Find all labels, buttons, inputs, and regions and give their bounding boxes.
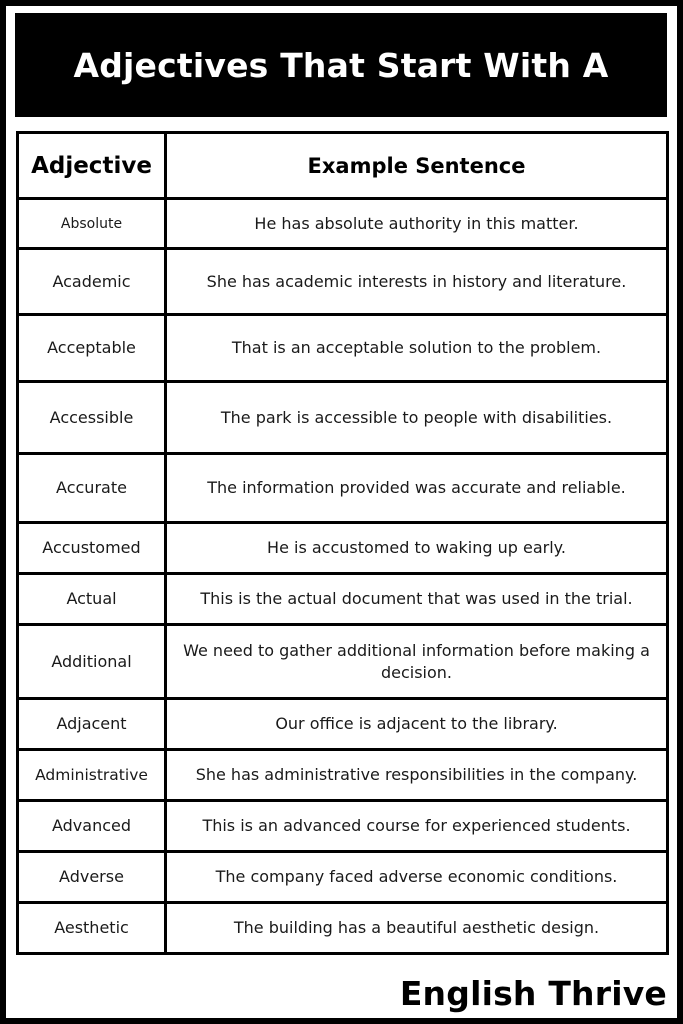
sentence-cell: She has academic interests in history and literature.	[166, 249, 668, 315]
adjective-cell: Accustomed	[18, 523, 166, 574]
page-title: Adjectives That Start With A	[73, 45, 609, 85]
table-row	[18, 625, 668, 699]
adjective-cell: Advanced	[18, 801, 166, 852]
sentence-cell: We need to gather additional information before making a decision.	[166, 625, 668, 699]
sentence-cell: He is accustomed to waking up early.	[166, 523, 668, 574]
table-row	[18, 454, 668, 523]
page-frame	[6, 6, 677, 1018]
table-row	[18, 801, 668, 852]
sentence-cell: He has absolute authority in this matter.	[166, 199, 668, 249]
column-header-example-sentence: Example Sentence	[166, 133, 668, 199]
adjective-cell: Actual	[18, 574, 166, 625]
title-banner	[15, 13, 667, 117]
brand-footer: English Thrive	[399, 974, 667, 1013]
table-row	[18, 852, 668, 903]
sentence-cell: The park is accessible to people with disabilities.	[166, 382, 668, 454]
table-row	[18, 315, 668, 382]
adjective-cell: Accurate	[18, 454, 166, 523]
sentence-cell: Our office is adjacent to the library.	[166, 699, 668, 750]
sentence-cell: That is an acceptable solution to the problem.	[166, 315, 668, 382]
table-row	[18, 249, 668, 315]
table-row	[18, 574, 668, 625]
table-header-row	[18, 133, 668, 199]
adjective-cell: Administrative	[18, 750, 166, 801]
adjective-cell: Acceptable	[18, 315, 166, 382]
adjective-cell: Aesthetic	[18, 903, 166, 954]
sentence-cell: The company faced adverse economic conditions.	[166, 852, 668, 903]
table-row	[18, 382, 668, 454]
adjective-cell: Absolute	[18, 199, 166, 249]
table-row	[18, 199, 668, 249]
adjective-cell: Academic	[18, 249, 166, 315]
adjective-cell: Adverse	[18, 852, 166, 903]
sentence-cell: The building has a beautiful aesthetic design.	[166, 903, 668, 954]
table-row	[18, 523, 668, 574]
table-row	[18, 699, 668, 750]
adjective-table	[16, 131, 669, 955]
adjective-cell: Additional	[18, 625, 166, 699]
sentence-cell: This is an advanced course for experienced students.	[166, 801, 668, 852]
table-row	[18, 750, 668, 801]
adjective-cell: Adjacent	[18, 699, 166, 750]
sentence-cell: The information provided was accurate and reliable.	[166, 454, 668, 523]
adjective-cell: Accessible	[18, 382, 166, 454]
sentence-cell: This is the actual document that was used in the trial.	[166, 574, 668, 625]
table-row	[18, 903, 668, 954]
sentence-cell: She has administrative responsibilities in the company.	[166, 750, 668, 801]
column-header-adjective: Adjective	[18, 133, 166, 199]
